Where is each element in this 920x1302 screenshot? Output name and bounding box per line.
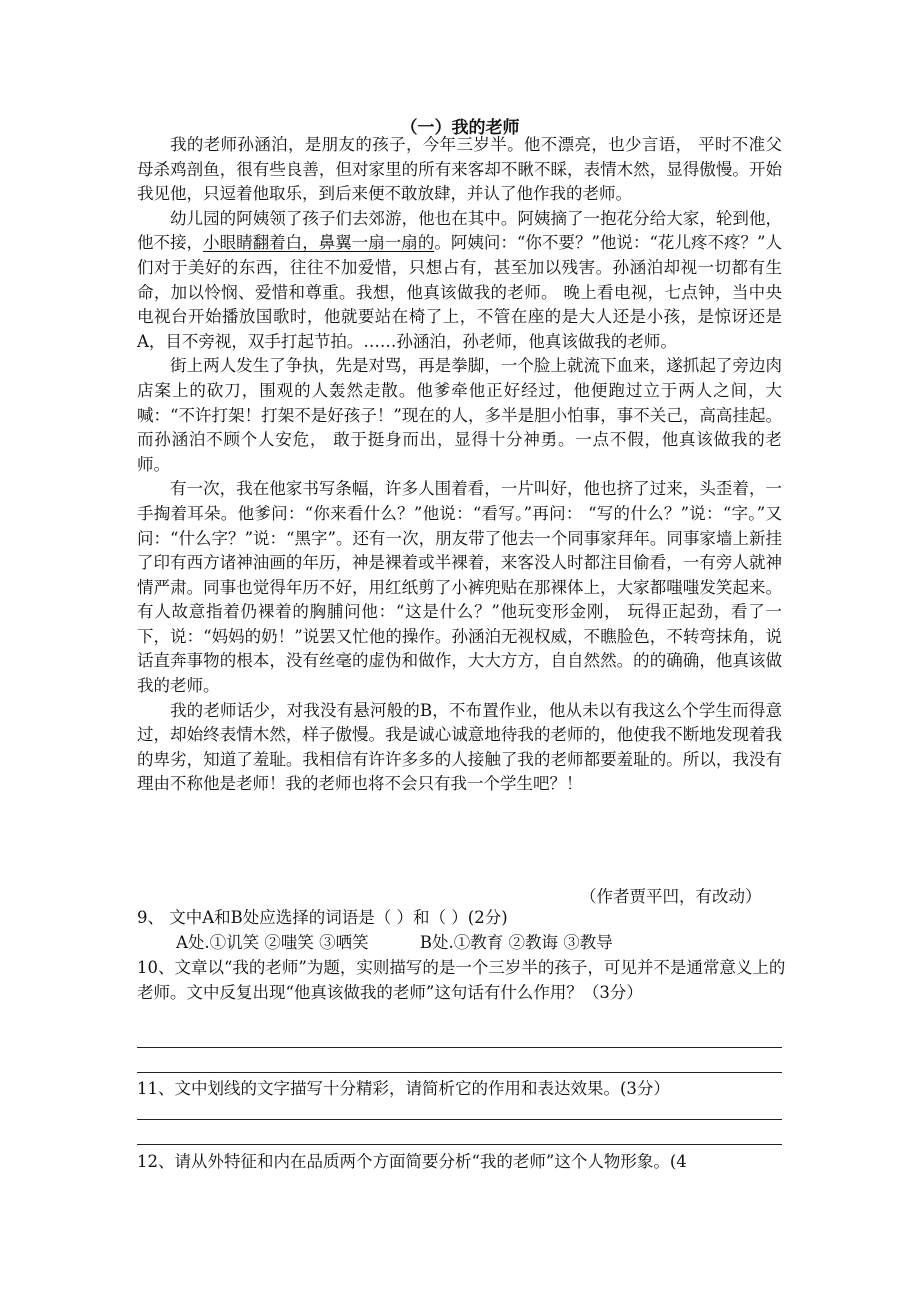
question-12: 12、请从外特征和内在品质两个方面简要分析“我的老师”这个人物形象。(4: [137, 1152, 687, 1171]
answer-line[interactable]: [137, 1047, 782, 1048]
answer-line[interactable]: [137, 1144, 782, 1145]
paragraph-4: 有一次，我在他家书写条幅，许多人围着看，一片叫好，他也挤了过来，头歪着，一手掏着耳朵。他爹问：“你来看什么？”他说：“看写。”再问： “写的什么？”说：“字。”又问：“什么字？”说：“黑字”。还有一次，朋友带了他去一个同事家拜年。同事家墙上新挂了印有西方诸神油画的年历，神是裸着或半裸着，来客没人时都注目偷看，一有旁人就神情严肃。同事也觉得年历不好，用红纸剪了小裤兜贴在那裸体上，大家都嗤嗤发笑起来。有人故意指着仍裸着的胸脯问他：“这是什么？”他玩变形金刚， 玩得正起劲，看了一下，说：“妈妈的奶！”说罢又忙他的操作。孙涵泊无视权威，不瞧脸色，不转弯抹角，说话直奔事物的根本，没有丝毫的虚伪和做作，大大方方，自自然然。的的确确，他真该做我的老师。: [137, 479, 782, 696]
question-10: 10、文章以“我的老师”为题，实则描写的是一个三岁半的孩子，可见并不是通常意义上的老师。文中反复出现“他真该做我的老师”这句话有什么作用？（3分）: [137, 958, 786, 1002]
options-b: B处.①教育 ②教诲 ③教导: [419, 933, 613, 952]
question-9: 9、 文中A和B处应选择的词语是（ ）和（ ）(2分): [137, 908, 508, 927]
paragraph-3: 街上两人发生了争执，先是对骂，再是拳脚，一个脸上就流下血来，遂抓起了旁边肉店案上的砍刀，围观的人轰然走散。他爹牵他正好经过，他便跑过立于两人之间，大喊：“不许打架！打架不是好孩子！”现在的人，多半是胆小怕事，事不关己，高高挂起。而孙涵泊不顾个人安危， 敢于挺身而出，显得十分神勇。一点不假，他真该做我的老师。: [137, 356, 782, 474]
paragraph-5: 我的老师话少，对我没有悬河般的B，不布置作业，他从未以有我这么个学生而得意过，却始终表情木然，样子傲慢。我是诚心诚意地待我的老师的，他使我不断地发现着我的卑劣，知道了羞耻。我相信有许许多多的人接触了我的老师都要羞耻的。所以，我没有理由不称他是老师！我的老师也将不会只有我一个学生吧？！: [137, 700, 782, 794]
question-11: 11、文中划线的文字描写十分精彩，请简析它的作用和表达效果。(3分）: [137, 1079, 670, 1098]
paragraph-2: [137, 207, 782, 355]
paragraph-1: 我的老师孙涵泊，是朋友的孩子，今年三岁半。他不漂亮，也少言语， 平时不准父母杀鸡剖鱼，很有些良善，但对家里的所有来客却不瞅不睬，表情木然，显得傲慢。开始我见他，只逗着他取乐，到后来便不敢放肆，并认了他作我的老师。: [137, 135, 782, 204]
underlined-sentence: 小眼睛翻着白，鼻翼一扇一扇的: [203, 233, 435, 253]
author-credit: （作者贾平凹，有改动）: [580, 887, 762, 906]
options-a: A处.①讥笑 ②嗤笑 ③哂笑: [176, 933, 369, 952]
question-9-options: [176, 931, 826, 956]
paragraph-2-part-b: 。阿姨问：“你不要？”他说：“花儿疼不疼？”人们对于美好的东西，往往不加爱惜，只想占有，甚至加以残害。孙涵泊却视一切都有生命，加以怜悯、爱惜和尊重。我想，他真该做我的老师。 晚上看电视，七点钟，当中央电视台开始播放国歌时，他就要站在椅了上，不管在座的是大人还是小孩，是惊讶还是A，目不旁视，双手打起节拍。……孙涵泊，孙老师，他真该做我的老师。: [137, 233, 782, 351]
section-title: （一）我的老师: [400, 118, 520, 138]
answer-line[interactable]: [137, 1072, 782, 1073]
paragraph-2-part-a: 幼儿园的阿姨领了孩子们去郊游，他也在其中。阿姨摘了一抱花分给大家，轮到他，他不接，: [137, 208, 782, 253]
answer-line[interactable]: [137, 1119, 782, 1120]
article-body: [137, 133, 782, 797]
